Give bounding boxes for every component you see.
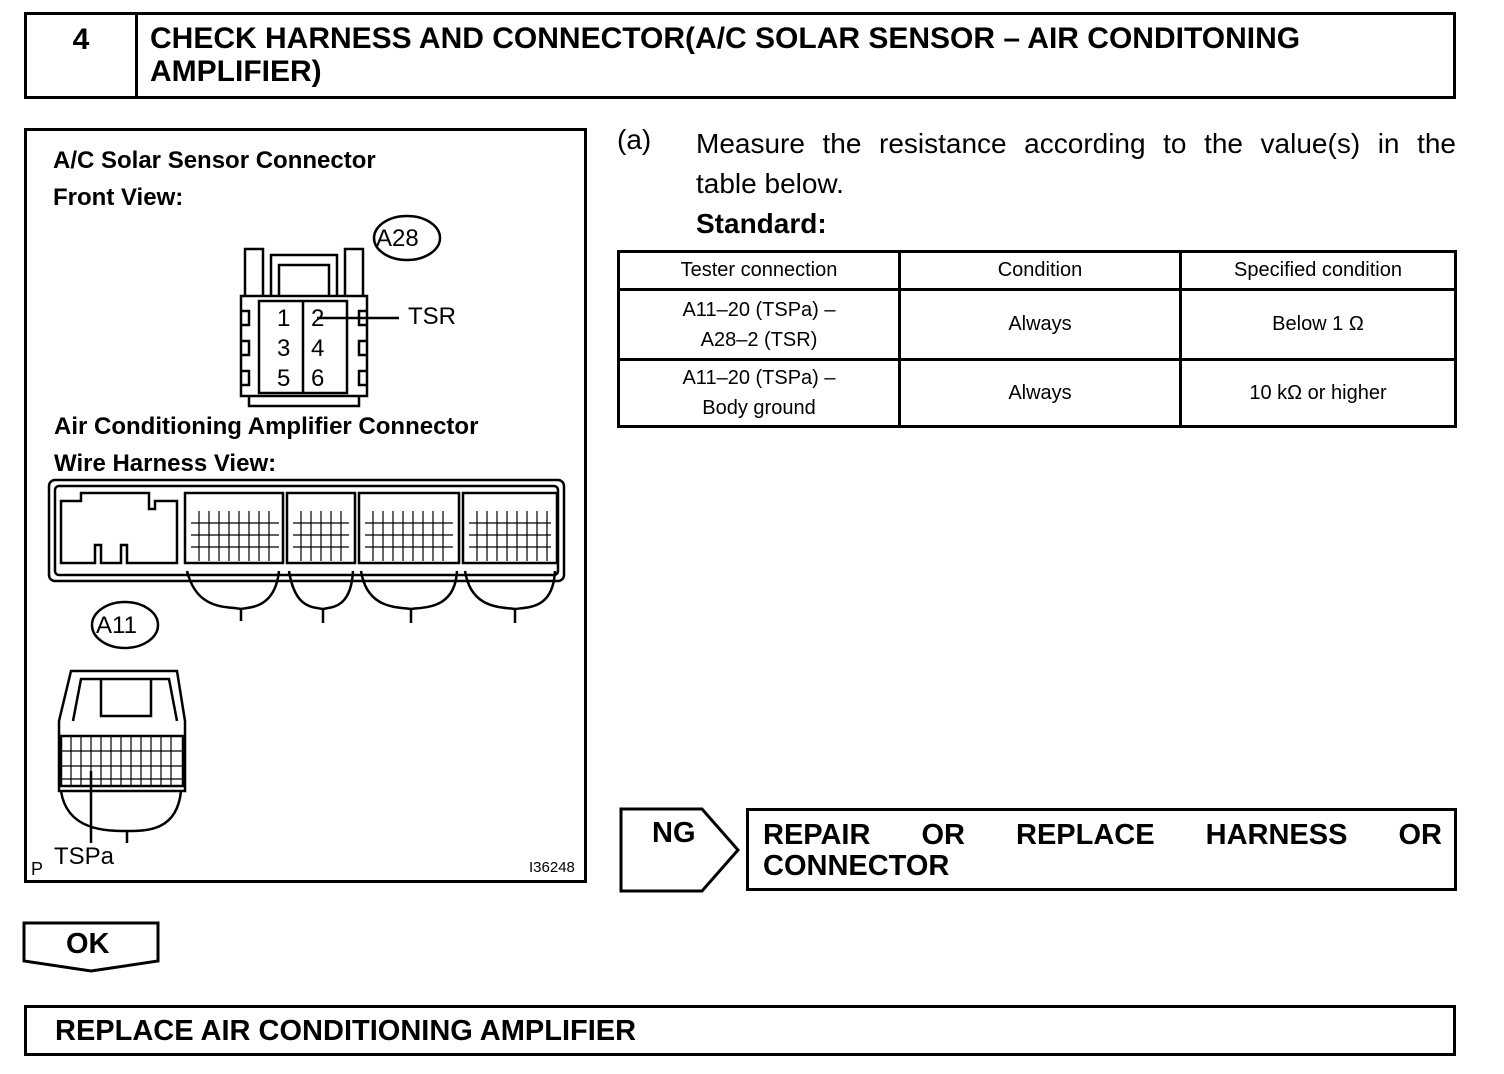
figure-id: I36248 bbox=[529, 859, 575, 876]
instruction-line1: Measure the resistance according to the value(s) in the bbox=[696, 128, 1456, 159]
tsr-label: TSR bbox=[408, 303, 456, 330]
row1-connection bbox=[619, 290, 900, 360]
pin-1: 1 bbox=[277, 305, 291, 332]
header-specified-condition: Specified condition bbox=[1181, 252, 1456, 290]
solar-connector-view: Front View: bbox=[53, 184, 184, 211]
step-title: CHECK HARNESS AND CONNECTOR(A/C SOLAR SENSOR – AIR CONDITONING AMPLIFIER) bbox=[150, 22, 1301, 88]
instruction-line2: table below. bbox=[696, 168, 844, 199]
ng-label: NG bbox=[652, 817, 696, 849]
row2-specified: 10 kΩ or higher bbox=[1181, 360, 1456, 427]
ng-word-1: REPAIR bbox=[763, 819, 871, 851]
connector-figure bbox=[24, 128, 587, 883]
ng-action-line1 bbox=[763, 820, 1442, 851]
ok-label: OK bbox=[66, 928, 110, 960]
row2-connection-line2: Body ground bbox=[702, 397, 816, 419]
amp-connector-title: Air Conditioning Amplifier Connector bbox=[54, 413, 479, 440]
ng-word-3: REPLACE bbox=[1016, 819, 1155, 851]
item-marker: (a) bbox=[617, 124, 652, 155]
pin-5: 5 bbox=[277, 365, 291, 392]
ng-action-line2: CONNECTOR bbox=[763, 850, 950, 882]
table-row bbox=[619, 290, 1456, 360]
pin-4: 4 bbox=[311, 335, 325, 362]
header-tester-connection: Tester connection bbox=[619, 252, 900, 290]
amp-connector-view: Wire Harness View: bbox=[54, 450, 277, 477]
standard-label: Standard: bbox=[696, 208, 827, 239]
spec-table bbox=[617, 250, 1457, 428]
ng-word-4: HARNESS bbox=[1205, 819, 1348, 851]
row2-condition: Always bbox=[900, 360, 1181, 427]
row1-connection-line2: A28–2 (TSR) bbox=[700, 328, 818, 351]
solar-connector-title: A/C Solar Sensor Connector bbox=[53, 147, 376, 174]
a11-code: A11 bbox=[96, 612, 137, 639]
ng-word-5: OR bbox=[1398, 819, 1442, 851]
pin-6: 6 bbox=[311, 365, 325, 392]
corner-mark: P bbox=[31, 859, 44, 879]
pin-2: 2 bbox=[311, 305, 325, 332]
row1-connection-line1: A11–20 (TSPa) – bbox=[682, 298, 836, 321]
header-condition: Condition bbox=[900, 252, 1181, 290]
row1-condition: Always bbox=[900, 290, 1181, 360]
row1-specified: Below 1 Ω bbox=[1181, 290, 1456, 360]
tspa-label: TSPa bbox=[54, 843, 115, 870]
table-header-row bbox=[619, 252, 1456, 290]
row2-connection-line1: A11–20 (TSPa) – bbox=[682, 367, 836, 389]
row2-connection bbox=[619, 360, 900, 427]
step-number: 4 bbox=[27, 15, 138, 96]
a28-code: A28 bbox=[376, 225, 419, 252]
ng-action-box bbox=[746, 808, 1457, 891]
step-header bbox=[24, 12, 1456, 99]
final-action-box: REPLACE AIR CONDITIONING AMPLIFIER bbox=[24, 1005, 1456, 1056]
table-row bbox=[619, 360, 1456, 427]
pin-3: 3 bbox=[277, 335, 291, 362]
connector-drawing bbox=[27, 131, 584, 880]
ng-word-2: OR bbox=[921, 819, 965, 851]
